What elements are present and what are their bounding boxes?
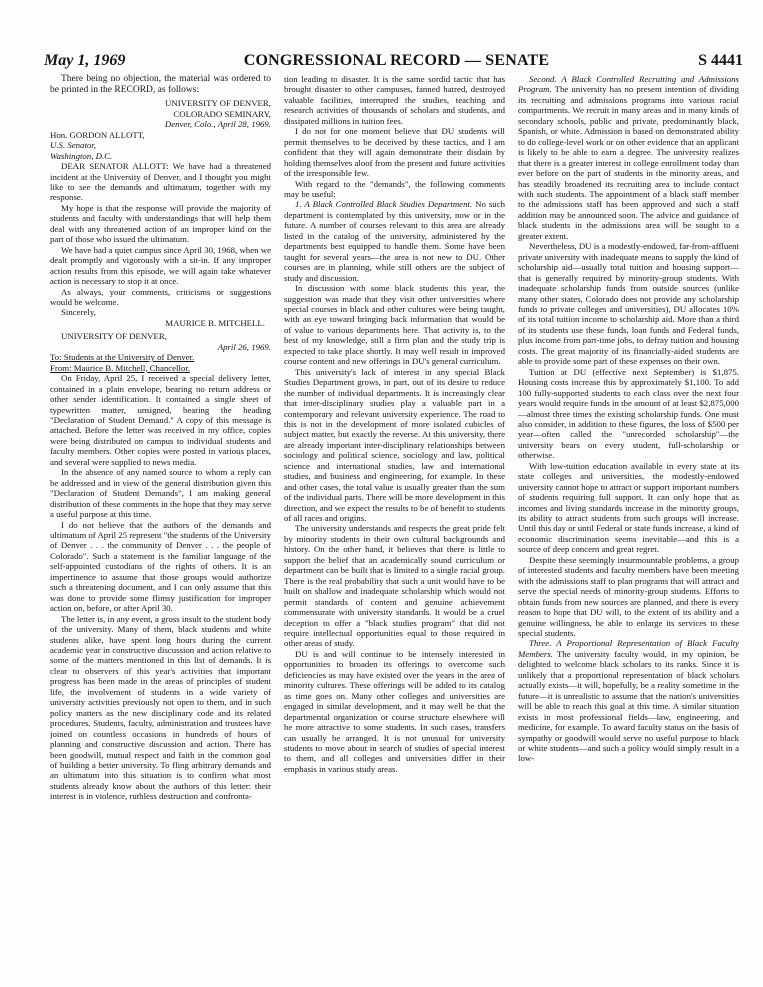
demand-3-paragraph <box>518 638 739 763</box>
letter2-organization: UNIVERSITY OF DENVER, <box>61 331 167 342</box>
letter2-to-line: To: Students at the University of Denver. <box>50 352 195 363</box>
letter2-from-line: From: Maurice B. Mitchell, Chancellor. <box>50 362 190 373</box>
body-paragraph: I do not for one moment believe that DU students will permit themselves to be deceived by these tactics, and I am confident that they will again demonstrate their disdain by holding themselves aloof from the present and future activities of the irresponsible few. <box>284 126 505 179</box>
body-paragraph: The university understands and respects the great pride felt by minority students in their own cultural backgrounds and history. On the other hand, it believes that there is little to support the belief that an academically sound curriculum or department can be built that is limited to a single racial group. There is the real probability that such a unit would have to be built on shallow and inadequate scholarship which would not permit standards of content and genuine achievement commensurate with university standards. It would be a cruel deception to offer a "black studies program" that did not require intellectual opportunities equal to those required in other areas of study. <box>284 523 505 649</box>
letter1-place-date: Denver, Colo., April 28, 1969. <box>164 119 271 130</box>
body-paragraph: DU is and will continue to be intensely interested in opportunities to broaden its offerings to overcome such deficiencies as may have existed over the years in the area of minority cultures. These offerings will be added to its catalog as time goes on. Many other colleges and universities are engaged in similar development, and it may well be that the departmental organization or course structure elsewhere will be more attractive to some students. In such cases, transfers can usually be arranged. It is not unusual for university students to move about in search of studies of special interest to them, and all colleges and universities differ in their emphasis in various study areas. <box>284 648 505 774</box>
intro-paragraph: There being no objection, the material was ordered to be printed in the RECORD, as follows: <box>50 74 271 96</box>
body-paragraph: I do not believe that the authors of the demands and ultimatum of April 25 represent "the students of the University of Denver . . . the community of Denver . . . the people of Colorado". Such a statement is the familiar language of the self-appointed custodians of the rights of others. It is an impertinence to assume that those groups would authorize such a threatening document, and I can only assume that this was done to provide some flimsy justification for improper action on, before, or after April 30. <box>50 519 271 614</box>
body-paragraph: With low-tuition education available in every state at its state colleges and universities, the modestly-endowed university cannot hope to attract or support important numbers of students requiring full support. It can only hope that as incomes and living standards increase in the minority groups, its ability to attract students from such groups will increase. Until this day or until Federal or state funds increase, a kind of economic discrimination seems inevitable—and this is a source of deep concern and great regret. <box>518 460 739 555</box>
letter1-signature: MAURICE B. MITCHELL. <box>165 317 265 328</box>
body-paragraph: On Friday, April 25, I received a special delivery letter, contained in a plain envelope, bearing no return address or other sender identification. It contained a single sheet of typewritten matter, unsigned, bearing the heading "Declaration of Student Demand." A copy of this message is attached. Before the letter was received in my office, copies were being distributed on campus to individual students and faculty members. Other copies were posted in various places, and several were supplied to news media. <box>50 373 271 467</box>
body-paragraph: In discussion with some black students this year, the suggestion was made that they visit other universities where special courses in black and other cultures were being taught, with an eye toward bringing back information that would be of value to various departments here. That activity is, to the best of my knowledge, still a firm plan and the study trip is expected to take place shortly. It may well result in improved course content and new offerings in DU's general curriculum. <box>284 283 505 367</box>
demand-2-heading: Second. A Black Controlled Recruiting and Admissions Program. <box>518 74 739 95</box>
header-title: CONGRESSIONAL RECORD — SENATE <box>243 52 550 69</box>
page-header <box>44 52 749 76</box>
body-paragraph: This university's lack of interest in any special Black Studies Department grows, in part, out of its desire to reduce the number of individual departments. It is increasingly clear that inter-disciplinary studies play a valuable part in a contemporary and relevant university experience. The road to this is not in the development of more isolated cubicles of subject matter, but exactly the reverse. At this university, there are already important inter-disciplinary relationships between sociology and political science, sociology and law, political science and international studies, law and international studies, and business and engineering, for example. In these and other cases, the total value is usually greater than the sum of the individual parts. There will be more development in this direction, and we expect the results to be of benefit to students of all races and origins. <box>284 366 505 524</box>
letter1-paragraph: My hope is that the response will provide the majority of students and faculty with understandings that will help them deal with any threatened action of an improper kind on the part of those who issued the ultimatum. <box>50 202 271 245</box>
demand-1-heading: 1. A Black Controlled Black Studies Department. <box>295 199 473 210</box>
letter1-paragraph: As always, your comments, criticisms or suggestions would be welcome. <box>50 286 271 308</box>
body-paragraph: Despite these seemingly insurmountable problems, a group of interested students and faculty members have been meeting with the admissions staff to plan programs that will attract and serve the special needs of minority-group students. Efforts to obtain funds from new sources are planned, and there is every reason to hope that DU will, to the extent of its ability and a genuine willingness, be able to enlarge its services to these special students. <box>518 554 739 639</box>
header-page-number: S 4441 <box>698 52 743 69</box>
letter2-date: April 26, 1969. <box>217 341 271 352</box>
body-paragraph: In the absence of any named source to whom a reply can be addressed and in view of the general distribution given this "Declaration of Student Demands", I am making general distribution of these comments in the hope that they may serve a useful purpose at this time. <box>50 467 271 520</box>
body-paragraph: With regard to the "demands", the following comments may be useful: <box>284 178 505 199</box>
letter1-organization: UNIVERSITY OF DENVER, <box>165 98 271 109</box>
body-paragraph: tion leading to disaster. It is the same sordid tactic that has brought disaster to other campuses, fanned hatred, destroyed valuable facilities, interrupted the studies, teaching and research activities of thousands of scholars and students, and dissipated millions in tuition fees. <box>284 74 505 126</box>
column-1 <box>50 74 271 969</box>
letter1-recipient-title: U.S. Senator, <box>50 140 96 151</box>
body-paragraph: The letter is, in any event, a gross insult to the student body of the university. Many of them, black students and white students alike, have spent long hours during the current academic year in constructive discussion and action relative to some of the matters mentioned in this list of demands. It is clear to observers of this year's activities that important progress has been made in the areas of principles of student life, the involvement of students in a wide variety of university activities previously not open to them, and in such policy matters as the new disciplinary code and its related procedures. Students, faculty, administration and trustees have joined on countless occasions in hundreds of hours of planning and constructive discussion and action. There has been goodwill, mutual respect and faith in the common goal of building a better university. To fling arbitrary demands and an ultimatum into this situation is to confirm what most students already know about the authors of this letter: their interest is in violence, ruthless destruction and confronta- <box>50 613 271 802</box>
column-2 <box>284 74 505 969</box>
letter1-recipient-city: Washington, D.C. <box>50 150 113 161</box>
demand-3-text: The university faculty would, in my opinion, be delighted to welcome black scholars to its ranks. Since it is unlikely that a proportional representation of black scholars actually exists—it will, hopefully, be a reality sometime in the future—it is unrealistic to assume that the nation's universities will be able to reach this goal at this time. A similar situation exists in most professional fields—law, engineering, and medicine, for example. To award faculty status on the basis of sympathy or goodwill would serve no useful purpose to black or white students—and such a policy would simply result in a low- <box>518 648 739 764</box>
text-columns <box>44 74 749 969</box>
header-date: May 1, 1969 <box>44 52 126 69</box>
demand-1-text: No such department is contemplated by this university, now or in the future. A number of courses relevant to this area are already listed in the catalog of the university, administered by the departments best equipped to handle them. Some have been taught for several years—the area is not new to DU. Other courses are in planning, while still others are the subject of study and discussion. <box>284 199 505 283</box>
letter1-recipient-name: Hon. GORDON ALLOTT, <box>50 129 145 140</box>
body-paragraph: Tuition at DU (effective next September) is $1,875. Housing costs increase this by approximately $1,100. To add 100 fully-supported students to each class over the next four years would require funds in the amount of at least $2,875,000—almost three times the existing scholarship funds. One must also consider, in addition to these figures, the loss of $500 per year—often called the "unrecorded scholarship"—the university bears on every student, full-scholarship or otherwise. <box>518 366 739 461</box>
letter1-paragraph: We have had a quiet campus since April 30, 1968, when we dealt promptly and vigorously with a sit-in. If any improper action results from this episode, we will again take whatever action is necessary to stop it at once. <box>50 244 271 287</box>
demand-1-paragraph <box>284 199 505 283</box>
demand-2-paragraph <box>518 74 739 241</box>
letter1-paragraph: DEAR SENATOR ALLOTT: We have had a threatened incident at the University of Denver, and I thought you might like to see the demands and ultimatum, together with my response. <box>50 161 271 203</box>
column-3 <box>518 74 739 969</box>
demand-3-heading: Three. A Proportional Representation of Black Faculty Members. <box>518 638 739 659</box>
letter1-closing: Sincerely, <box>61 307 96 318</box>
demand-2-text: The university has no present intention of dividing its recruiting and admissions programs into various racial compartments. We recruit in many areas and in many kinds of secondary schools, public and private, predominantly black, Spanish, or white. Admission is based on demonstrated ability to do college-level work or on other evidence that an applicant is likely to be able to earn a degree. The university realizes that there is a greater interest in college enrollment today than ever before on the part of students in the minority areas, and has steadily broadened its recruiting area to include contact with such students. The appointment of a black staff member to the admissions staff has been approved and such a staff addition may be announced soon. The advice and guidance of black students in the admissions area will be sought to a greater extent. <box>518 84 739 241</box>
letter1-department: COLORADO SEMINARY, <box>173 108 271 119</box>
body-paragraph: Nevertheless, DU is a modestly-endowed, far-from-affluent private university with inadequate means to supply the kind of scholarship aid—usually total tuition and housing support—that is generally required by minority-group students. With inadequate scholarship funds from outside sources (unlike many other states, Colorado does not provide any scholarship funds to private colleges and universities), DU allocates 10% of its total tuition income to scholarship aid. More than a third of its students use these funds, loan funds and Federal funds, plus income from part-time jobs, to defray tuition and housing costs. The great majority of its financially-aided students are able to provide some part of these expenses on their own. <box>518 241 739 367</box>
